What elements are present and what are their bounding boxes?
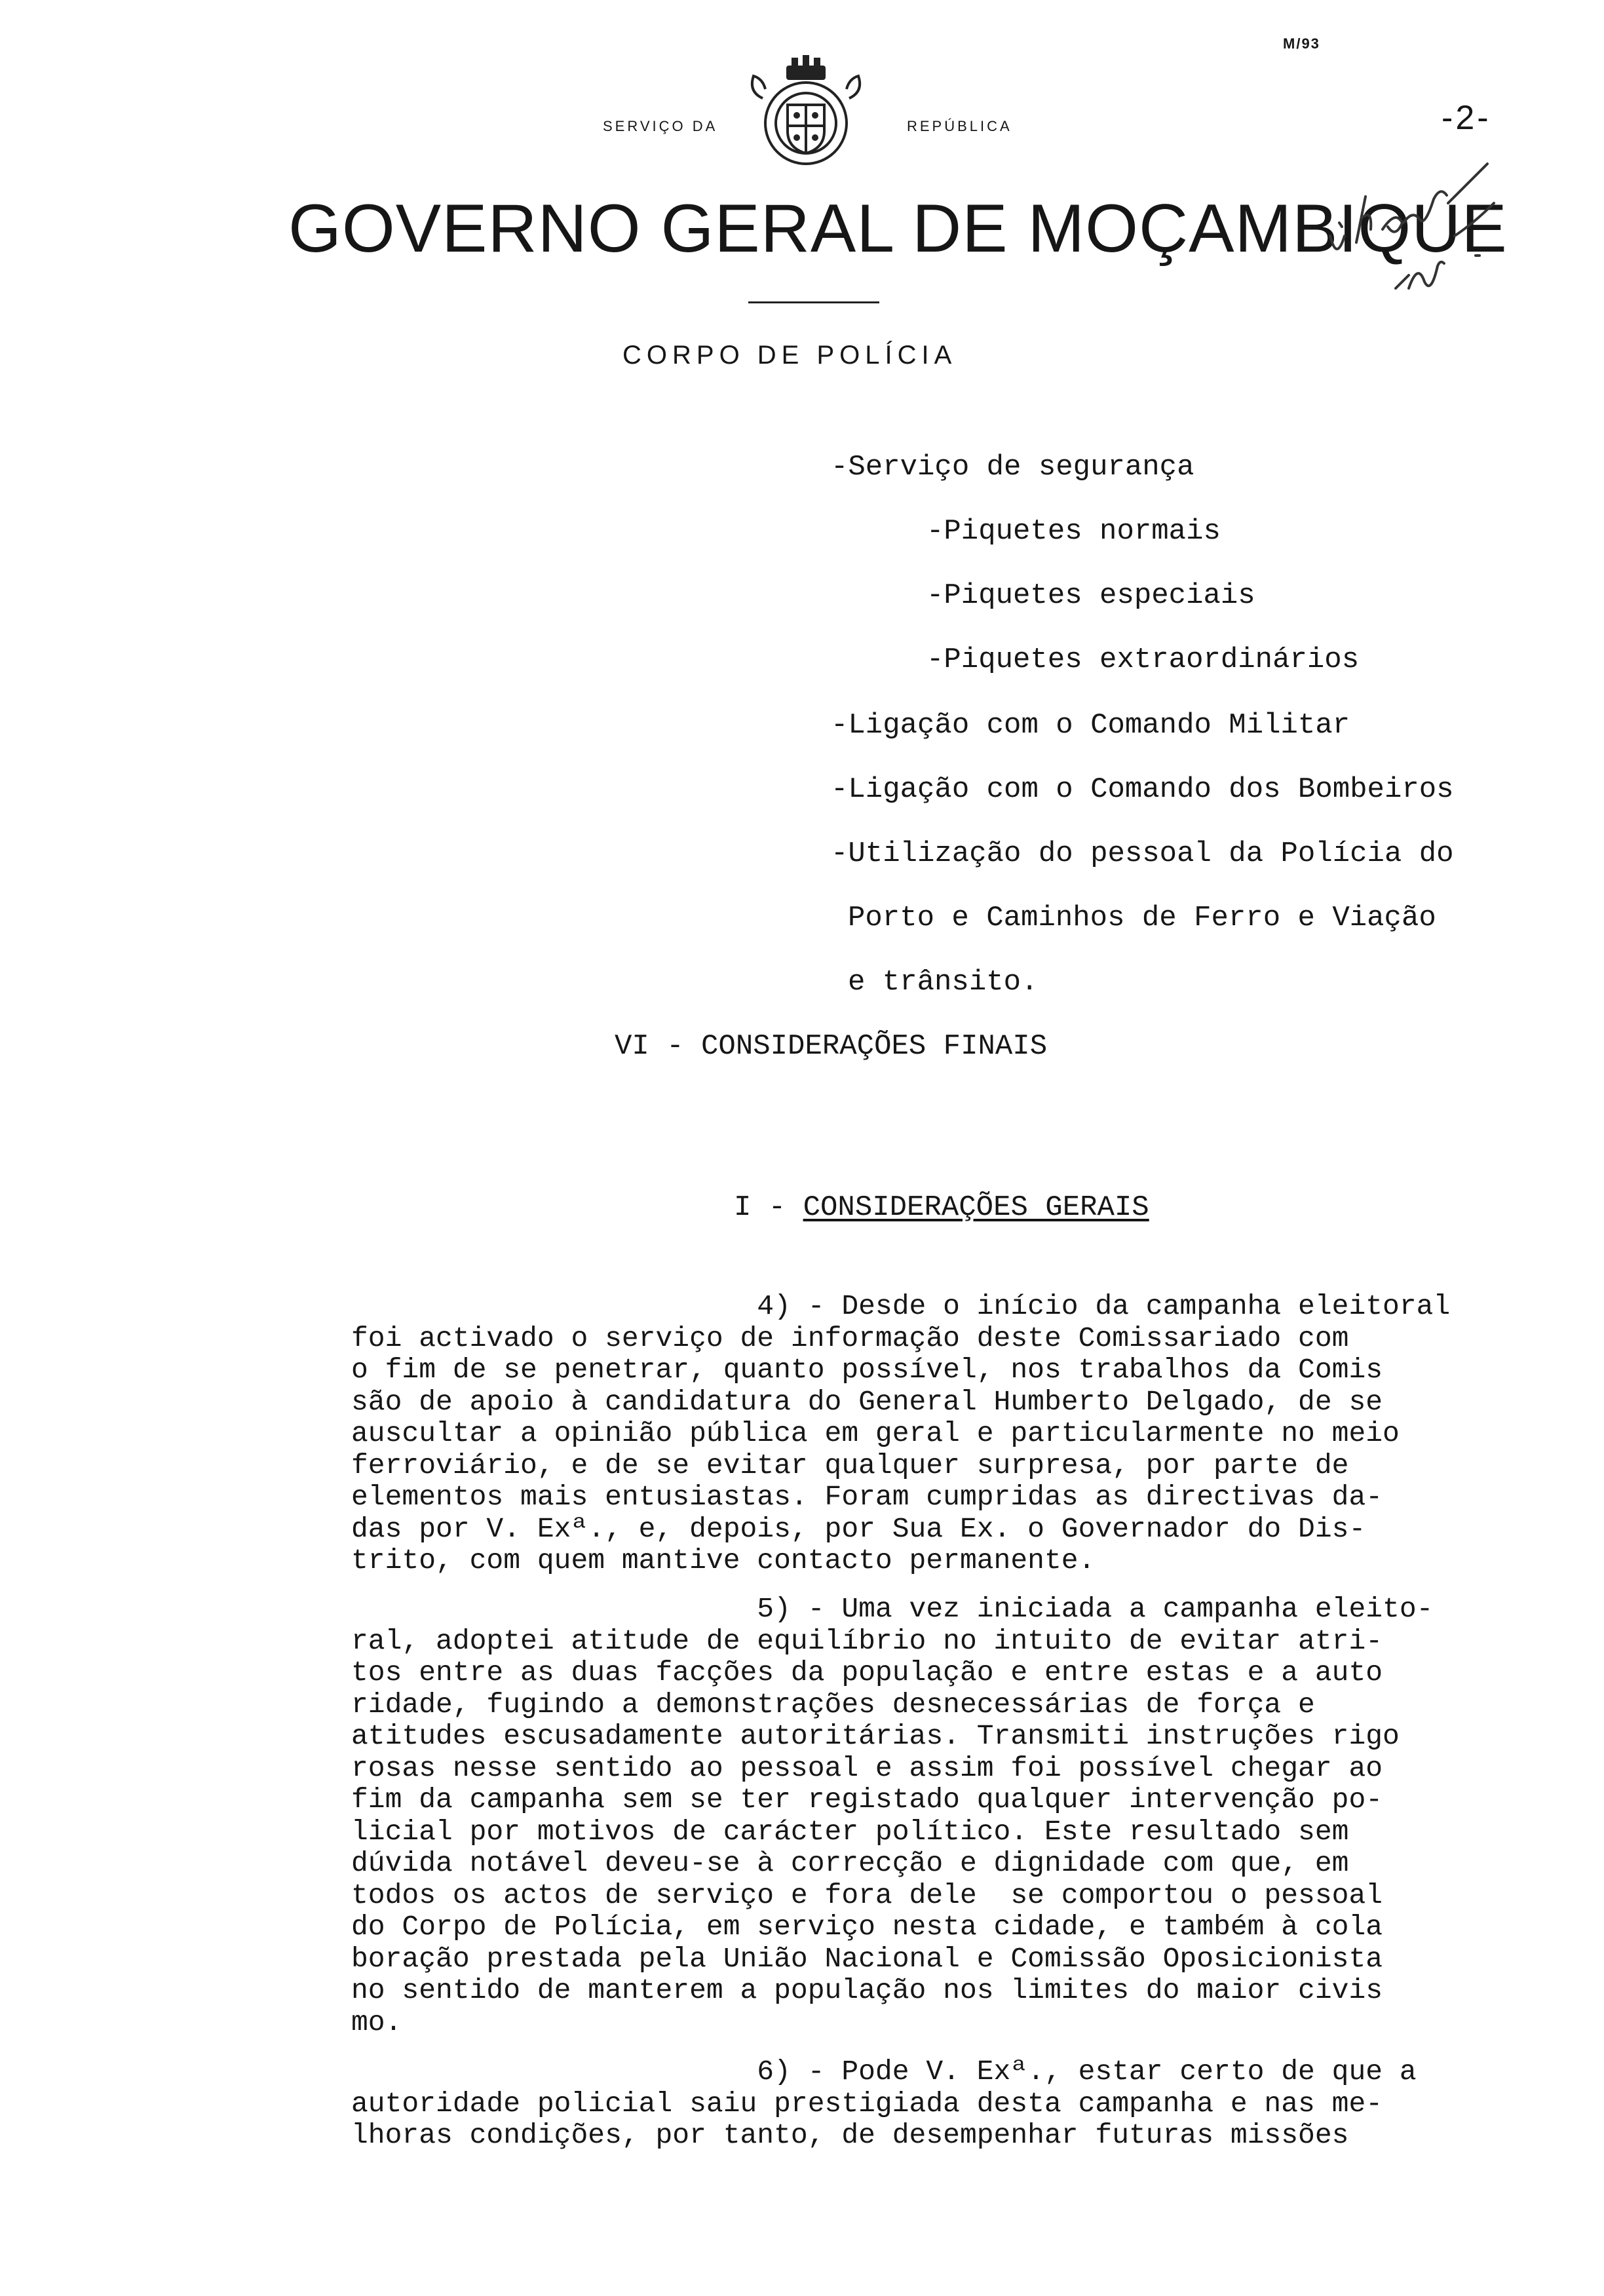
page-number: -2- (1442, 99, 1491, 137)
document-code: M/93 (1283, 35, 1320, 52)
index-item-continuation-2: e trânsito. (848, 966, 1039, 999)
index-item-continuation-1: Porto e Caminhos de Ferro e Viação (848, 902, 1436, 934)
government-title: GOVERNO GERAL DE MOÇAMBIQUE (288, 191, 1508, 267)
section-i-number: I - (734, 1191, 803, 1224)
paragraph-6: 6) - Pode V. Exª., estar certo de que a autoridade policial saiu prestigiada desta campanha e nas me- lhoras condições, por tanto, de desempenhar futuras missões (351, 2056, 1417, 2151)
index-item-ligacao-comando-militar: -Ligação com o Comando Militar (831, 709, 1350, 742)
paragraph-4: 4) - Desde o início da campanha eleitoral foi activado o serviço de informação deste Comissariado com o fim de se penetrar, quanto possível, nos trabalhos da Comis são de apoio à candidatura do General Humberto Delgado, de se auscultar a opinião pública em geral e particularmente no meio ferroviário, e de se evitar qualquer surpresa, por parte de elementos mais entusiastas. Foram cumpridas as directivas da- das por V. Exª., e, depois, por Sua Ex. o Governador do Dis- trito, com quem mantive contacto permanente. (351, 1290, 1451, 1577)
service-label-right: REPÚBLICA (907, 118, 1012, 134)
index-item-servico-seguranca: -Serviço de segurança (831, 451, 1194, 484)
department-subtitle: CORPO DE POLÍCIA (622, 341, 957, 370)
handwritten-signature (1324, 157, 1507, 308)
section-i-heading (734, 1191, 1149, 1224)
index-item-piquetes-especiais: -Piquetes especiais (926, 579, 1255, 612)
paragraph-5: 5) - Uma vez iniciada a campanha eleito- ral, adoptei atitude de equilíbrio no intuito de evitar atri- tos entre as duas facções da população e entre estas e a auto ridade, fugindo a demonstrações desnecessárias de força e atitudes escusadamente autoritárias. Transmiti instruções rigo rosas nesse sentido ao pessoal e assim foi possível chegar ao fim da campanha sem se ter registado qualquer intervenção po- licial por motivos de carácter político. Este resultado sem dúvida notável deveu-se à correcção e dignidade com que, em todos os actos de serviço e fora dele se comportou o pessoal do Corpo de Polícia, em serviço nesta cidade, e também à cola boração prestada pela União Nacional e Comissão Oposicionista no sentido de manterem a população nos limites do maior civis mo. (351, 1593, 1434, 2038)
section-vi-heading: VI - CONSIDERAÇÕES FINAIS (615, 1030, 1048, 1063)
index-item-utilizacao-pessoal: -Utilização do pessoal da Polícia do (831, 837, 1454, 870)
section-i-title: CONSIDERAÇÕES GERAIS (803, 1191, 1149, 1224)
service-label-left: SERVIÇO DA (603, 118, 718, 134)
index-item-piquetes-normais: -Piquetes normais (926, 515, 1221, 548)
title-divider (748, 301, 879, 303)
coat-of-arms-icon (740, 52, 871, 177)
index-item-ligacao-bombeiros: -Ligação com o Comando dos Bombeiros (831, 773, 1454, 806)
index-item-piquetes-extraordinarios: -Piquetes extraordinários (926, 643, 1360, 676)
